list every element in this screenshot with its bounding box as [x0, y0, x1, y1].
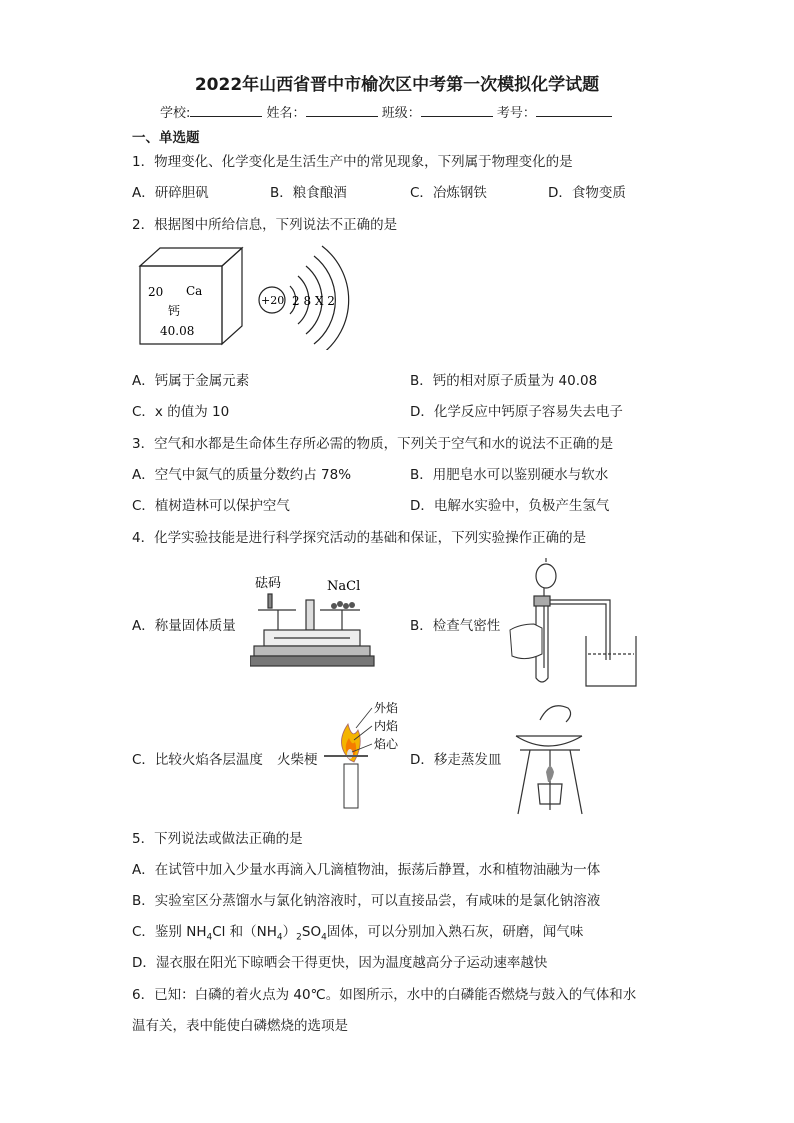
school-label: 学校:: [160, 106, 191, 121]
q3-option-c: C．植树造林可以保护空气: [132, 498, 290, 514]
exam-number-label: 考号：: [496, 106, 536, 121]
electron-shells-text: 2 8 X 2: [292, 294, 335, 308]
q4-option-d: D．移走蒸发皿: [410, 752, 502, 768]
nacl-label: NaCl: [327, 579, 361, 594]
name-blank[interactable]: [306, 104, 378, 117]
q1-option-d: D．食物变质: [548, 185, 626, 201]
q3-option-b: B．用肥皂水可以鉴别硬水与软水: [410, 467, 609, 483]
nucleus-charge-text: +20: [261, 294, 285, 307]
section-heading: 一、单选题: [132, 130, 200, 146]
atomic-mass-text: 40.08: [160, 324, 195, 338]
question-2-stem: 2．根据图中所给信息，下列说法不正确的是: [132, 217, 398, 233]
q5-option-b: B．实验室区分蒸馏水与氯化钠溶液时，可以直接品尝，有咸味的是氯化钠溶液: [132, 893, 601, 909]
q2-option-d: D．化学反应中钙原子容易失去电子: [410, 404, 623, 420]
flame-core-label: 焰心: [374, 737, 399, 751]
q4-option-c: C．比较火焰各层温度: [132, 752, 263, 768]
q4-option-a: A．称量固体质量: [132, 618, 236, 634]
inner-flame-label: 内焰: [374, 719, 399, 733]
outer-flame-label: 外焰: [374, 701, 399, 715]
atomic-number-text: 20: [148, 285, 164, 299]
q4-option-b: B．检查气密性: [410, 618, 501, 634]
class-blank[interactable]: [421, 104, 493, 117]
airtightness-illustration: [506, 558, 646, 688]
flame-illustration: [324, 700, 414, 812]
question-1-stem: 1．物理变化、化学变化是生活生产中的常见现象，下列属于物理变化的是: [132, 154, 573, 170]
q3-option-d: D．电解水实验中，负极产生氢气: [410, 498, 610, 514]
q1-option-a: A．研碎胆矾: [132, 185, 209, 201]
weight-label: 砝码: [255, 576, 282, 591]
q5-option-d: D．湿衣服在阳光下晾晒会干得更快，因为温度越高分子运动速率越快: [132, 955, 548, 971]
q2-option-c: C．x 的值为 10: [132, 404, 230, 420]
exam-number-blank[interactable]: [536, 104, 612, 117]
q2-option-a: A．钙属于金属元素: [132, 373, 250, 389]
question-3-stem: 3．空气和水都是生命体生存所必需的物质，下列关于空气和水的说法不正确的是: [132, 436, 614, 452]
q1-option-b: B．粮食酿酒: [270, 185, 347, 201]
q3-option-a: A．空气中氮气的质量分数约占 78%: [132, 467, 352, 483]
class-label: 班级：: [381, 106, 421, 121]
q2-option-b: B．钙的相对原子质量为 40.08: [410, 373, 598, 389]
name-label: 姓名：: [266, 106, 306, 121]
question-6-stem-line1: 6．已知：白磷的着火点为 40℃。如图所示，水中的白磷能否燃烧与鼓入的气体和水: [132, 987, 637, 1003]
balance-illustration: [250, 572, 376, 670]
question-5-stem: 5．下列说法或做法正确的是: [132, 831, 303, 847]
school-blank[interactable]: [190, 104, 262, 117]
calcium-figure: [130, 238, 390, 350]
q5-option-a: A．在试管中加入少量水再滴入几滴植物油，振荡后静置，水和植物油融为一体: [132, 862, 601, 878]
q1-option-c: C．冶炼钢铁: [410, 185, 487, 201]
exam-title: 2022年山西省晋中市榆次区中考第一次模拟化学试题: [194, 75, 600, 95]
element-name-text: 钙: [168, 304, 181, 318]
q5-option-c: C．鉴别 $NH_4Cl$ 和$(NH_4)_2SO_4$固体，可以分别加入熟石灰，研磨，闻气味: [132, 924, 584, 943]
evaporating-dish-illustration: [510, 698, 590, 816]
question-4-stem: 4．化学实验技能是进行科学探究活动的基础和保证，下列实验操作正确的是: [132, 530, 587, 546]
element-symbol-text: Ca: [186, 284, 203, 298]
match-label: 火柴梗: [277, 752, 318, 768]
question-6-stem-line2: 温有关，表中能使白磷燃烧的选项是: [132, 1018, 348, 1034]
student-info-line: [160, 102, 612, 121]
